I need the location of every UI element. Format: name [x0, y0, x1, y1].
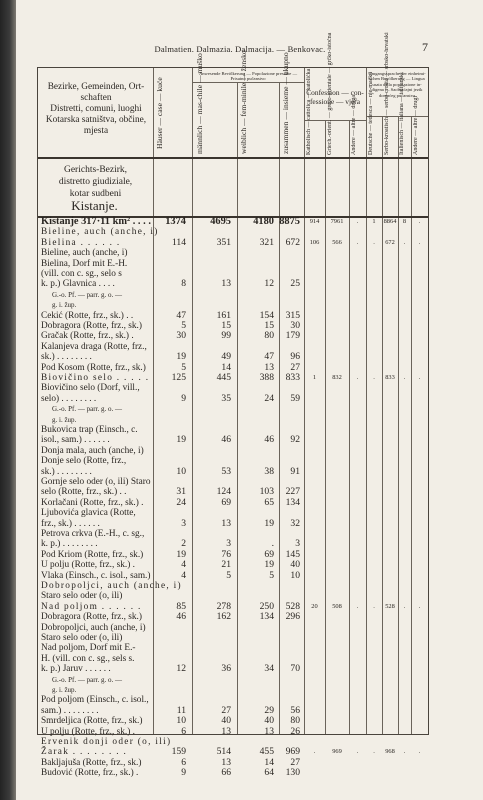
cell-male: 46 — [221, 434, 231, 446]
row-locality-name: H. (vill. con c. sg., sels s. — [41, 653, 135, 664]
serbo-croatian-column-header: Serbo-kroatisch — serbo-croata — srbsko-hrvatski — [384, 32, 390, 155]
cell-houses: 24 — [176, 496, 186, 508]
cell-male: 99 — [221, 330, 231, 342]
row-locality-name: Bieline, auch (anche, i) — [41, 227, 159, 238]
page-binding-edge — [0, 0, 16, 800]
cell-female: 65 — [264, 496, 274, 508]
row-locality-name: Budović (Rotte, frz., sk.) . — [41, 768, 139, 779]
total-column-header: zusammen — insieme — ukupno — [281, 52, 290, 154]
cell-sc: 528 — [385, 602, 395, 610]
cell-ger: . — [373, 374, 375, 381]
cell-total: 227 — [285, 486, 300, 498]
cell-total: 672 — [285, 236, 300, 248]
cell-houses: 11 — [176, 704, 186, 716]
cell-female: 47 — [264, 351, 274, 363]
cell-houses: 19 — [176, 351, 186, 363]
cell-houses: 5 — [181, 361, 186, 373]
cell-other: . — [356, 748, 359, 756]
cell-total: 70 — [290, 663, 300, 675]
cell-female: 14 — [264, 756, 274, 768]
cell-houses: 4 — [181, 569, 186, 581]
cell-other: . — [356, 218, 359, 225]
row-locality-name: Pod poljom (Einsch., c. isol., — [41, 695, 149, 706]
row-locality-name: Nad poljom, Dorf mit E.- — [41, 643, 136, 654]
cell-other: . — [356, 238, 359, 246]
cell-total: 91 — [290, 465, 300, 477]
cell-houses: 12 — [176, 663, 186, 675]
cell-male: 161 — [216, 309, 231, 321]
row-locality-name: Ljubovića glavica (Rotte, — [41, 508, 136, 519]
row-locality-name: Korlačani (Rotte, frz., sk.) . — [41, 497, 144, 508]
cell-it: . — [403, 374, 406, 381]
cell-ol: . — [418, 238, 421, 246]
cell-it: 8 — [402, 218, 407, 225]
cell-houses: 159 — [171, 746, 186, 758]
row-locality-name: Dobragora (Rotte, frz., sk.) — [41, 612, 142, 623]
cell-female: 12 — [264, 278, 274, 290]
cell-male: 27 — [221, 704, 231, 716]
cell-male: 14 — [221, 361, 231, 373]
district-name: Kistanje. — [71, 198, 118, 213]
row-locality-name: Bielina . . . . . . — [41, 237, 121, 248]
cell-sc: 672 — [385, 238, 395, 246]
cell-male: 53 — [221, 465, 231, 477]
row-locality-name: selo (Rotte, frz., sk.) . . — [41, 487, 127, 498]
cell-female: 154 — [259, 309, 274, 321]
cell-total: 27 — [290, 756, 300, 768]
cell-houses: 6 — [181, 756, 186, 768]
cell-cath: 914 — [309, 218, 320, 225]
cell-total: 30 — [290, 320, 300, 331]
row-locality-name: G.-o. Pf. — parr. g. o. — — [52, 290, 122, 299]
cell-female: 321 — [259, 236, 274, 248]
row-locality-name: k. p.) Jaruv . . . . . . — [41, 664, 111, 675]
row-locality-name: frz., sk.) . . . . . . — [41, 518, 100, 529]
cell-it: . — [403, 748, 406, 756]
row-locality-name: Dobragora (Rotte, frz., sk.) — [41, 321, 142, 331]
cell-total: 8875 — [279, 216, 300, 227]
other-language-column-header: Andere — altre — drugi — [413, 96, 419, 155]
row-locality-name: Bielina, Dorf mit E.-H. — [41, 258, 128, 269]
cell-female: 34 — [264, 663, 274, 675]
row-locality-name: Biovičino selo (Dorf, vill., — [41, 383, 140, 394]
row-locality-name: Bakljajuša (Rotte, frz., sk.) — [41, 757, 142, 768]
cell-ger: . — [373, 602, 375, 610]
cell-total: 3 — [295, 538, 300, 550]
row-locality-name: Dobropoljci, auch (anche, i) — [41, 581, 182, 591]
cell-houses: 4 — [181, 559, 186, 571]
row-locality-name: k. p.) . . . . . . . . — [41, 539, 98, 550]
row-locality-name: Vlaka (Einsch., c. isol., sam.) — [41, 570, 151, 581]
row-locality-name: sam.) . . . . . . . . — [41, 705, 99, 716]
cell-male: 278 — [216, 600, 231, 612]
cell-total: 528 — [285, 600, 300, 612]
cell-male: 69 — [221, 496, 231, 508]
cell-female: 46 — [264, 434, 274, 446]
row-locality-name: Cekić (Rotte, frz., sk.) . . — [41, 310, 134, 321]
cell-ol: . — [418, 748, 421, 756]
cell-female: 388 — [259, 372, 274, 383]
cell-ger: . — [373, 238, 375, 246]
cell-male: 21 — [221, 559, 231, 571]
district-subheader: Gerichts-Bezirk, distretto giudiziale, kotar sudbeni — [58, 165, 133, 199]
cell-ol: . — [418, 374, 421, 381]
other-confession-column-header: Andere — altre — druga — [351, 95, 357, 155]
cell-total: 40 — [290, 559, 300, 571]
row-locality-name: Pod Kosom (Rotte, frz., sk.) — [41, 362, 146, 373]
cell-female: 13 — [264, 725, 274, 737]
row-locality-name: Bieline, auch (anche, i) — [41, 248, 128, 259]
cell-orth: 832 — [332, 374, 342, 381]
cell-other: . — [356, 602, 359, 610]
cell-female: 38 — [264, 465, 274, 477]
row-locality-name: G.-o. Pf. — parr. g. o. — — [52, 675, 122, 684]
cell-male: 445 — [216, 372, 231, 383]
cell-female: 15 — [264, 320, 274, 331]
row-locality-name: Žarak . . . . . . . . — [41, 747, 128, 758]
cell-total: 833 — [285, 372, 300, 383]
cell-total: 32 — [290, 517, 300, 529]
cell-houses: 31 — [176, 486, 186, 498]
cell-male: 5 — [226, 569, 231, 581]
row-locality-name: Ervenik donji oder (o, ili) — [41, 737, 172, 747]
row-locality-name: Bukovica trap (Einsch., c. — [41, 425, 138, 435]
cell-ger: 1 — [372, 218, 376, 225]
cell-houses: 85 — [176, 600, 186, 612]
row-locality-name: k. p.) Glavnica . . . . — [41, 279, 115, 290]
cell-female: 134 — [259, 611, 274, 623]
cell-male: 40 — [221, 715, 231, 727]
cell-female: 5 — [269, 569, 274, 581]
cell-male: 13 — [221, 517, 231, 529]
male-column-header: männlich — mas-chile — muško — [195, 53, 204, 154]
cell-it: . — [403, 602, 406, 610]
cell-female: 40 — [264, 715, 274, 727]
row-locality-name: Dobropoljci, auch (anche, i) — [41, 622, 146, 633]
row-locality-name: (vill. con c. sg., selo s — [41, 269, 122, 279]
row-locality-name: Nad poljom . . . . . . — [41, 601, 142, 612]
cell-total: 134 — [285, 496, 300, 508]
cell-houses: 114 — [171, 236, 186, 248]
cell-orth: 7961 — [330, 218, 344, 225]
cell-female: 19 — [264, 559, 274, 571]
cell-houses: 30 — [176, 330, 186, 342]
row-locality-name: Staro selo oder (o, ili) — [41, 633, 123, 643]
cell-male: 76 — [221, 548, 231, 560]
row-locality-name: Gračak (Rotte, frz., sk.) . — [41, 331, 134, 342]
cell-female: 80 — [264, 330, 274, 342]
cell-houses: 47 — [176, 309, 186, 321]
row-locality-name: U polju (Rotte, frz., sk.) . — [41, 560, 135, 571]
cell-houses: 10 — [176, 715, 186, 727]
cell-male: 124 — [216, 486, 231, 498]
cell-female: 69 — [264, 548, 274, 560]
cell-total: 26 — [290, 725, 300, 737]
cell-houses: 19 — [176, 434, 186, 446]
cell-male: 3 — [226, 538, 231, 550]
row-locality-name: Donje selo (Rotte, frz., — [41, 456, 127, 467]
cell-male: 36 — [221, 663, 231, 675]
row-locality-name: sk.) . . . . . . . . — [41, 352, 92, 363]
catholic-column-header: Katholisch — cattolica — katolička — [306, 68, 312, 155]
locality-column-header: Bezirke, Gemeinden, Ort- schaften Distretti, comuni, luoghi Kotarska satništva, občine, mjesta — [45, 82, 147, 136]
cell-other: . — [356, 374, 359, 381]
row-locality-name: Pod Kriom (Rotte, frz., sk.) — [41, 549, 144, 560]
cell-houses: 1374 — [165, 216, 186, 227]
cell-cath: . — [313, 748, 316, 756]
cell-total: 10 — [290, 569, 300, 581]
row-locality-name: g. i. žup. — [52, 415, 77, 424]
cell-it: . — [403, 238, 406, 246]
cell-cath: 1 — [312, 374, 317, 381]
row-locality-name: selo) . . . . . . . . — [41, 393, 97, 404]
cell-total: 315 — [285, 309, 300, 321]
cell-sc: 833 — [385, 374, 395, 381]
row-locality-name: G.-o. Pf. — parr. g. o. — — [52, 405, 122, 414]
cell-houses: 10 — [176, 465, 186, 477]
cell-houses: 3 — [181, 517, 186, 529]
cell-female: 13 — [264, 361, 274, 373]
row-locality-name: Biovičino selo . . . . . — [41, 373, 150, 383]
running-head: Dalmatien. Dalmazia. Dalmacija. — Benkovac. — [154, 44, 326, 54]
cell-female: . — [271, 538, 274, 550]
population-group-header: Anwesende Bevölkerung — Popolazione presente — Prisutno pučanstvo — [198, 71, 298, 82]
cell-total: 59 — [290, 392, 300, 404]
cell-houses: 8 — [181, 278, 186, 290]
cell-male: 15 — [221, 320, 231, 331]
cell-houses: 9 — [181, 392, 186, 404]
cell-ol: . — [418, 602, 421, 610]
row-locality-name: g. i. žup. — [52, 301, 77, 310]
cell-total: 130 — [285, 767, 300, 779]
cell-male: 4695 — [210, 216, 231, 227]
cell-houses: 125 — [171, 372, 186, 383]
cell-total: 145 — [285, 548, 300, 560]
cell-female: 455 — [259, 746, 274, 758]
cell-houses: 5 — [181, 320, 186, 331]
row-locality-name: Kalanjeva draga (Rotte, frz., — [41, 341, 147, 352]
cell-male: 162 — [216, 611, 231, 623]
cell-total: 92 — [290, 434, 300, 446]
row-locality-name: isol., sam.) . . . . . . — [41, 435, 110, 446]
italian-column-header: Italienisch — italiana — talijanski — [399, 72, 405, 155]
german-column-header: Deutsche — tedesca — nje-mačka — [368, 72, 374, 155]
cell-ger: . — [373, 748, 375, 756]
row-locality-name: U polju (Rotte, frz., sk.) . — [41, 726, 135, 737]
cell-total: 96 — [290, 351, 300, 363]
cell-female: 250 — [259, 600, 274, 612]
cell-total: 296 — [285, 611, 300, 623]
row-locality-name: Smrdeljica (Rotte, frz., sk.) — [41, 716, 143, 727]
cell-male: 66 — [221, 767, 231, 779]
row-locality-name: Staro selo oder (o, ili) — [41, 591, 123, 602]
row-locality-name: Kistanje 317·11 km² . . . . — [41, 216, 151, 227]
cell-female: 29 — [264, 704, 274, 716]
row-locality-name: Petrova crkva (E.-H., c. sg., — [41, 529, 145, 539]
cell-houses: 2 — [181, 538, 186, 550]
cell-sc: 8864 — [383, 218, 397, 225]
cell-orth: 508 — [332, 602, 342, 610]
cell-orth: 566 — [332, 238, 342, 246]
row-locality-name: Gornje selo oder (o, ili) Staro — [41, 477, 151, 487]
cell-female: 19 — [264, 517, 274, 529]
houses-column-header: Häuser — case — kuće — [155, 77, 164, 149]
cell-orth: 969 — [332, 748, 342, 756]
cell-male: 13 — [221, 278, 231, 290]
orthodox-column-header: Griech.-orient. — greco-orientale — grčko-istočna — [327, 32, 333, 155]
cell-male: 35 — [221, 392, 231, 404]
cell-total: 969 — [285, 746, 300, 758]
cell-male: 351 — [216, 236, 231, 248]
row-locality-name: sk.) . . . . . . . . — [41, 466, 92, 477]
cell-sc: 968 — [385, 748, 395, 756]
cell-female: 4180 — [253, 216, 274, 227]
cell-total: 27 — [290, 361, 300, 373]
female-column-header: weiblich — fem-minile — žensko — [239, 50, 248, 154]
language-group-header: Umgangssprache der einheimi- schen Bevölkerung — Lingua usata dalla popolazione in- digena — Saobraćajni jezik domaćeg pučanstva — [368, 71, 426, 98]
cell-cath: 20 — [311, 602, 318, 610]
page-number: 7 — [422, 40, 428, 54]
cell-houses: 46 — [176, 611, 186, 623]
cell-ol: . — [418, 218, 421, 225]
cell-houses: 19 — [176, 548, 186, 560]
cell-male: 514 — [216, 746, 231, 758]
cell-female: 24 — [264, 392, 274, 404]
cell-total: 56 — [290, 704, 300, 716]
cell-male: 13 — [221, 725, 231, 737]
cell-total: 179 — [285, 330, 300, 342]
confession-group-header: Confession — con- fessione — vjera — [306, 88, 364, 106]
cell-male: 13 — [221, 756, 231, 768]
cell-houses: 9 — [181, 767, 186, 779]
cell-cath: 106 — [309, 238, 320, 246]
cell-female: 64 — [264, 767, 274, 779]
cell-male: 49 — [221, 351, 231, 363]
row-locality-name: g. i. žup. — [52, 686, 77, 694]
cell-female: 103 — [259, 486, 274, 498]
cell-total: 80 — [290, 715, 300, 727]
cell-houses: 6 — [181, 725, 186, 737]
cell-total: 25 — [290, 278, 300, 290]
row-locality-name: Donja mala, auch (anche, i) — [41, 445, 144, 456]
